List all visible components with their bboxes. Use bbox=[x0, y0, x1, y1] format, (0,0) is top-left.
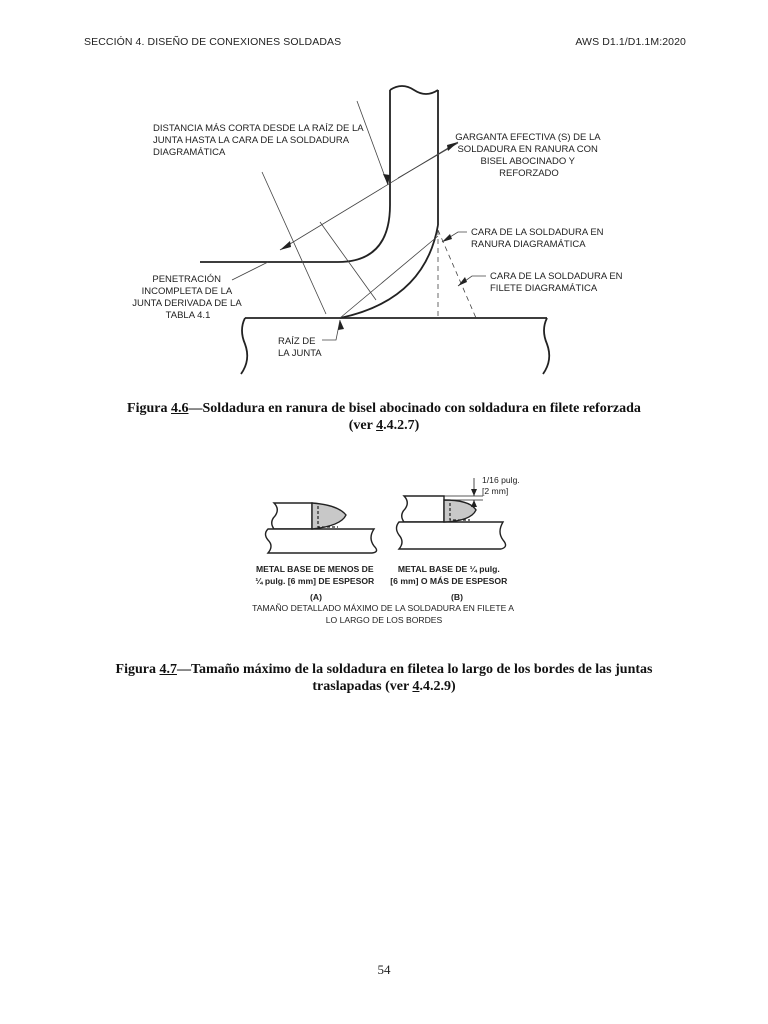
label-distance: DISTANCIA MÁS CORTA DESDE LA RAÍZ DE LA JUNTA HASTA LA CARA DE LA SOLDADURA DIAGRAMÁTICA bbox=[153, 123, 364, 158]
joint-b-fillet-weld bbox=[444, 500, 476, 522]
figure-4-6-caption: Figura 4.6—Soldadura en ranura de bisel abocinado con soldadura en filete reforzada (ver 4.4.2.7) bbox=[127, 401, 641, 433]
joint-b-arrow-down bbox=[471, 489, 477, 496]
figure-4-7-note: TAMAÑO DETALLADO MÁXIMO DE LA SOLDADURA EN FILETE A LO LARGO DE LOS BORDES bbox=[252, 603, 514, 625]
label-fillet-weld-face: CARA DE LA SOLDADURA EN FILETE DIAGRAMÁTICA bbox=[490, 271, 623, 294]
joint-a-top-plate bbox=[272, 503, 312, 529]
label-incomplete-penetration: PENETRACIÓN INCOMPLETA DE LA JUNTA DERIVADA DE LA TABLA 4.1 bbox=[132, 274, 242, 321]
joint-a-fillet-weld bbox=[312, 503, 346, 529]
label-groove-weld-face: CARA DE LA SOLDADURA EN RANURA DIAGRAMÁTICA bbox=[471, 227, 604, 250]
joint-a-label: METAL BASE DE MENOS DE ¼ pulg. [6 mm] DE ESPESOR (A) bbox=[255, 564, 375, 602]
dimension-label: 1/16 pulg. [2 mm] bbox=[482, 475, 520, 496]
figure-4-6-number: 4.6 bbox=[171, 401, 189, 416]
running-header-standard: AWS D1.1/D1.1M:2020 bbox=[575, 36, 686, 48]
joint-a bbox=[266, 503, 377, 553]
figure-4-7-number: 4.7 bbox=[159, 662, 177, 677]
figure-4-7-caption: Figura 4.7—Tamaño máximo de la soldadura en filetea lo largo de los bordes de las juntas traslapadas (ver 4.4.2.9) bbox=[115, 662, 653, 694]
label-joint-root: RAÍZ DE LA JUNTA bbox=[278, 336, 322, 359]
label-effective-throat: GARGANTA EFECTIVA (S) DE LA SOLDADURA EN RANURA CON BISEL ABOCINADO Y REFORZADO bbox=[455, 132, 601, 179]
joint-b-arrow-up bbox=[471, 500, 477, 507]
joint-b-bottom-plate bbox=[397, 522, 506, 549]
running-header-section: SECCIÓN 4. DISEÑO DE CONEXIONES SOLDADAS bbox=[84, 36, 342, 48]
joint-b-label: METAL BASE DE ¼ pulg. [6 mm] O MÁS DE ESPESOR (B) bbox=[390, 564, 508, 602]
joint-a-bottom-plate bbox=[266, 529, 377, 553]
joint-b-top-plate bbox=[402, 496, 444, 522]
page-number: 54 bbox=[377, 962, 391, 977]
